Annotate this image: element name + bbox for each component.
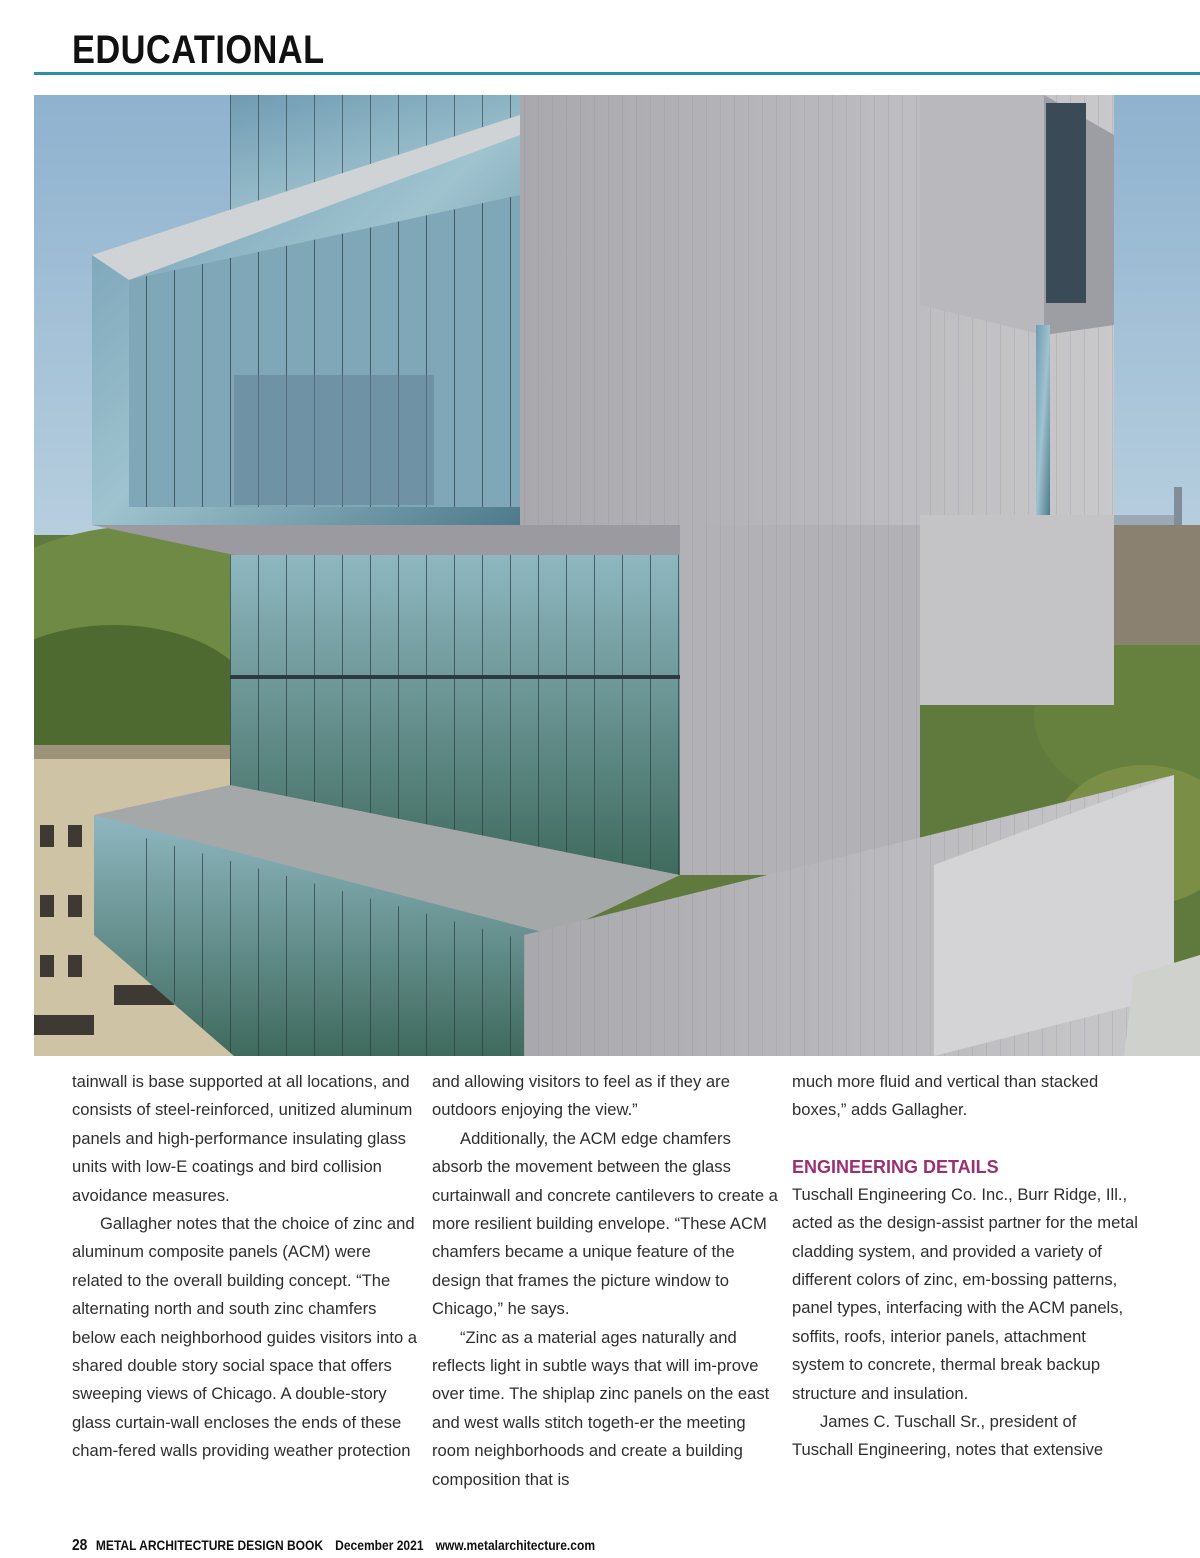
website-link[interactable]: www.metalarchitecture.com <box>435 1537 596 1553</box>
building-illustration <box>34 95 1200 1056</box>
section-title: EDUCATIONAL <box>72 28 325 72</box>
paragraph: much more fluid and vertical than stacked boxes,” adds Gallagher. <box>792 1072 1099 1120</box>
issue-date: December 2021 <box>335 1537 424 1553</box>
page-footer <box>72 1537 607 1557</box>
column-3 <box>792 1068 1138 1465</box>
paragraph: “Zinc as a material ages naturally and reflects light in subtle ways that will im-prove over time. The shiplap zinc panels on the east and west walls stitch togeth-er the meeting room neighborhoods and create a building composition that is <box>432 1327 770 1489</box>
column-1 <box>72 1068 418 1466</box>
subheading: ENGINEERING DETAILS <box>792 1156 999 1177</box>
paragraph: and allowing visitors to feel as if they are outdoors enjoying the view.” <box>432 1072 730 1120</box>
publication-name: METAL ARCHITECTURE DESIGN BOOK <box>95 1537 324 1553</box>
paragraph: Tuschall Engineering Co. Inc., Burr Ridge, Ill., acted as the design-assist partner for the metal cladding system, and provided a variety of different colors of zinc, em-bossing patterns, panel types, interfacing with the ACM panels, soffits, roofs, interior panels, attachment system to concrete, thermal break backup structure and insulation. <box>792 1184 1138 1403</box>
paragraph: Additionally, the ACM edge chamfers absorb the movement between the glass curtainwall and concrete cantilevers to create a more resilient building envelope. “These ACM chamfers became a unique feature of the design that frames the picture window to Chicago,” he says. <box>432 1128 778 1319</box>
page-number: 28 <box>72 1537 88 1554</box>
column-2 <box>432 1068 778 1494</box>
building-photo <box>34 95 1200 1056</box>
paragraph: Gallagher notes that the choice of zinc and aluminum composite panels (ACM) were related to the overall building concept. “The alternating north and south zinc chamfers below each neighborhood guides visitors into a shared double story social space that offers sweeping views of Chicago. A double-story glass curtain-wall encloses the ends of these cham-fered walls providing weather protection <box>72 1214 418 1461</box>
section-rule <box>34 72 1200 75</box>
paragraph: tainwall is base supported at all locations, and consists of steel-reinforced, unitized aluminum panels and high-performance insulating glass units with low-E coatings and bird collision avoidance measures. <box>72 1072 413 1205</box>
paragraph: James C. Tuschall Sr., president of Tuschall Engineering, notes that extensive <box>792 1412 1104 1460</box>
